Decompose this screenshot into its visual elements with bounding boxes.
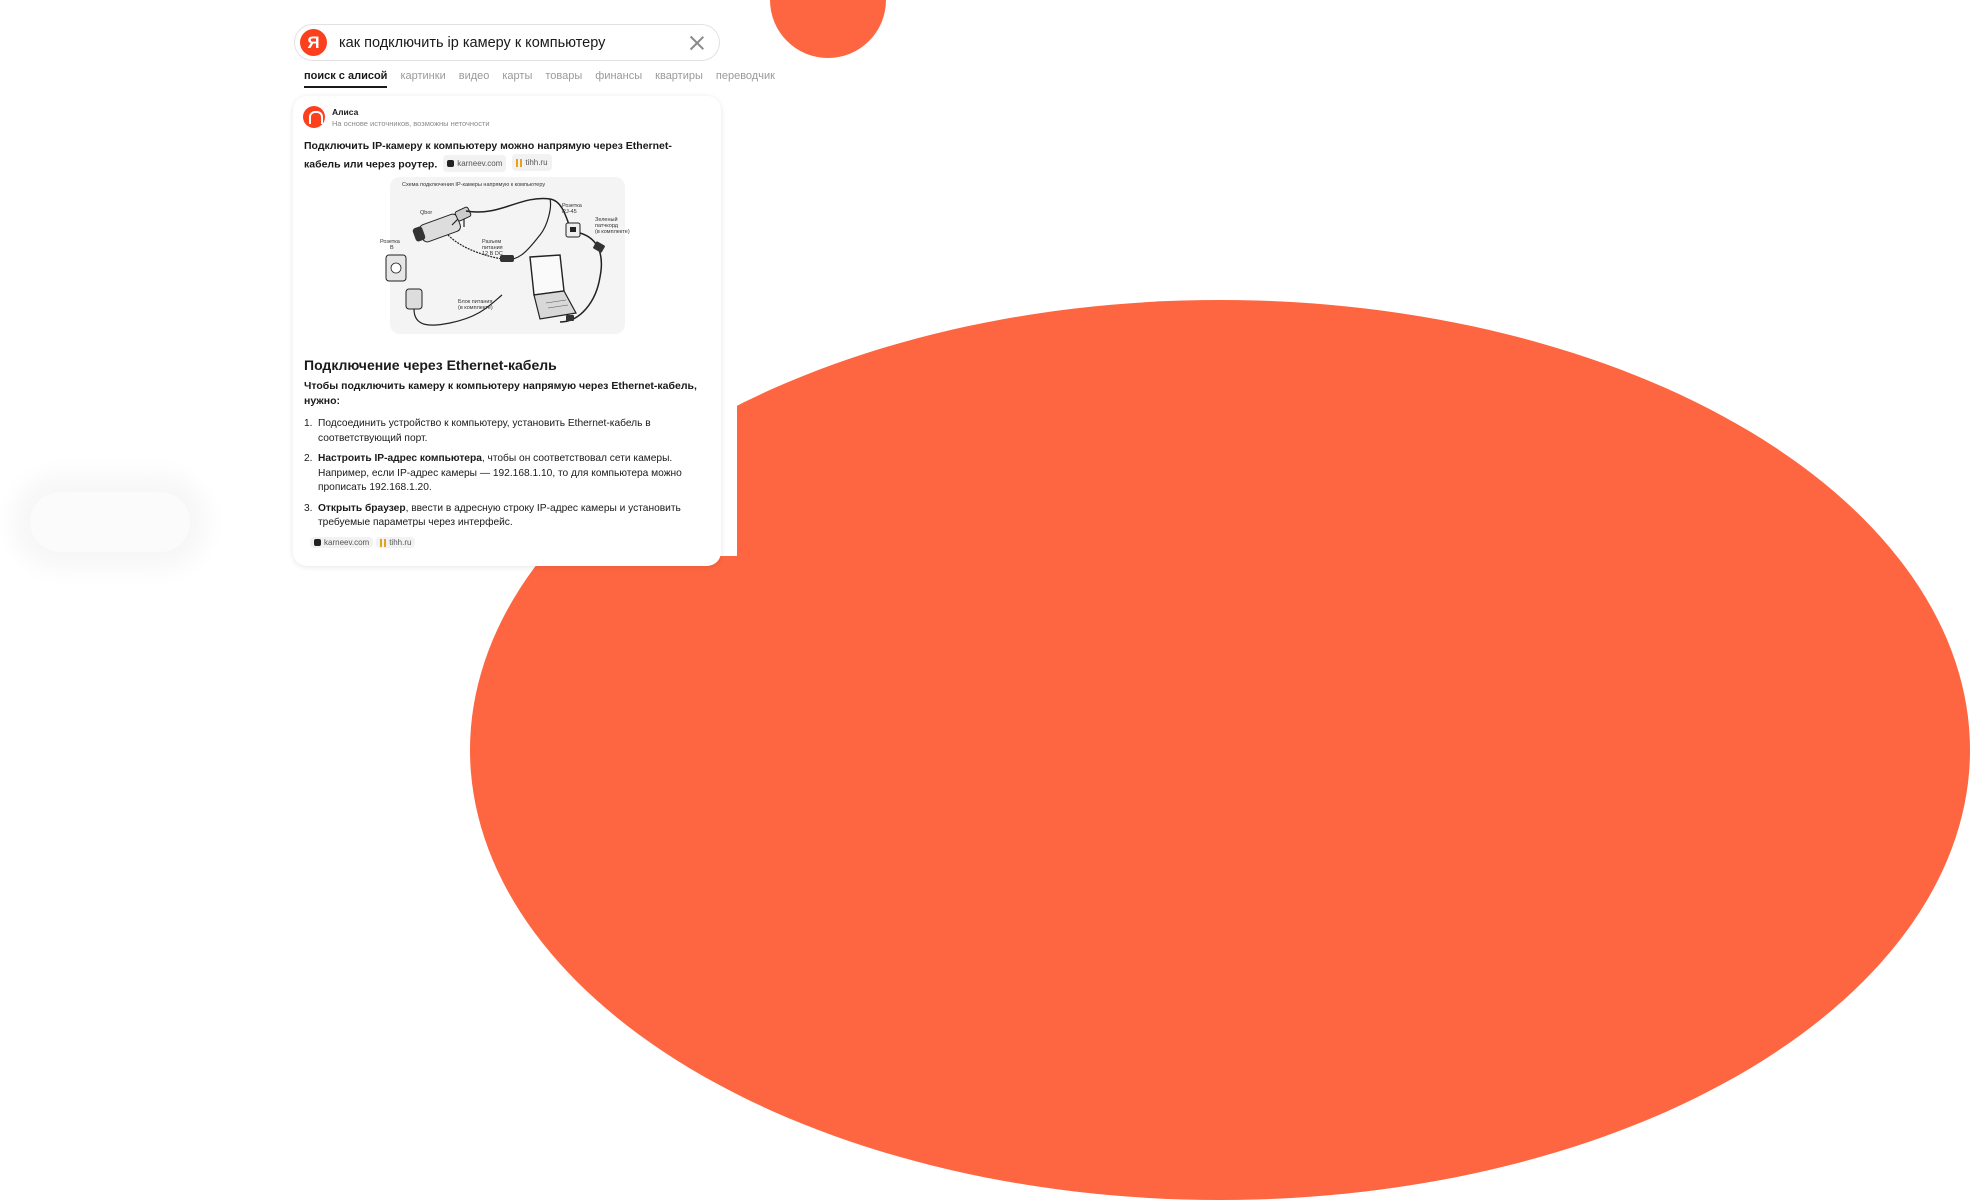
- step-text: Настроить IP-адрес компьютера, чтобы он соответствовал сети камеры. Например, если IP-адрес камеры — 192.168.1.10, то для компьютера можно прописать 192.168.1.20.: [318, 453, 682, 493]
- diagram-label-patch-2: патчкорд: [595, 223, 618, 229]
- tab-video[interactable]: видео: [458, 70, 490, 82]
- source-label: karneev.com: [457, 158, 503, 168]
- step-text: Подсоединить устройство к компьютеру, установить Ethernet-кабель в соответствующий порт.: [318, 418, 651, 444]
- decorative-circle-top: [770, 0, 886, 58]
- diagram-label-psu-2: (в комплекте): [458, 305, 493, 311]
- diagram-label-outlet-2: RJ-45: [562, 209, 577, 215]
- step-text: Открыть браузер, ввести в адресную строку IP-адрес камеры и установить требуемые параметры через интерфейс.: [318, 502, 681, 528]
- socket-hole-icon: [391, 263, 401, 273]
- source-link-karneev[interactable]: [443, 155, 506, 172]
- source-label: tihh.ru: [525, 158, 548, 167]
- tab-apartments[interactable]: квартиры: [655, 70, 703, 82]
- diagram-label-power-1: Разъем: [482, 239, 502, 245]
- source-label: karneev.com: [324, 538, 370, 547]
- decorative-blur-shape: [30, 492, 190, 552]
- karneev-favicon-icon: [314, 539, 321, 546]
- step-number: 2.: [304, 453, 313, 464]
- diagram-label-camera: Qbor: [420, 210, 433, 216]
- step-number: 3.: [304, 502, 313, 514]
- step-number: 1.: [304, 418, 313, 429]
- answer-lead-text: Подключить IP-камеру к компьютеру можно напрямую через Ethernet-кабель или через роутер.: [304, 140, 672, 171]
- diagram-label-psu-1: Блок питания: [458, 299, 493, 305]
- laptop-icon: [530, 255, 576, 319]
- diagram-label-patch-1: Зеленый: [595, 217, 618, 223]
- laptop-port-icon: [566, 315, 574, 321]
- list-item: [304, 452, 709, 496]
- search-results-panel: [288, 0, 775, 556]
- diagram-label-patch-3: (в комплекте): [595, 229, 630, 235]
- diagram-label-outlet-1: Розетка: [562, 203, 582, 209]
- tab-images[interactable]: картинки: [400, 70, 446, 82]
- list-item: [304, 502, 709, 531]
- power-cable-2: [502, 199, 551, 260]
- tihh-favicon-icon: [380, 539, 386, 547]
- diagram-label-socket-1: Розетка: [380, 239, 400, 245]
- camera-cable: [466, 199, 572, 231]
- connection-diagram-image[interactable]: [380, 177, 630, 334]
- search-input[interactable]: как подключить ip камеру к компьютеру: [339, 34, 606, 51]
- answer-lead: [304, 139, 699, 173]
- list-item: [304, 417, 709, 446]
- diagram-title: Схема подключения IP-камеры напрямую к компьютеру: [402, 182, 546, 188]
- tab-maps[interactable]: карты: [502, 70, 533, 82]
- section-heading: Подключение через Ethernet-кабель: [304, 357, 557, 373]
- connection-diagram-svg: [380, 177, 630, 334]
- source-label: tihh.ru: [389, 538, 412, 547]
- source-link-tihh[interactable]: [512, 154, 551, 171]
- alice-header: [303, 106, 490, 128]
- search-bar[interactable]: [294, 24, 720, 61]
- diagram-label-power-3: 12 В DC: [482, 251, 503, 257]
- tab-finance[interactable]: финансы: [595, 70, 643, 82]
- rj45-port-icon: [570, 227, 576, 232]
- diagram-label-socket-2: В: [390, 245, 394, 251]
- tihh-favicon-icon: [516, 159, 522, 167]
- tab-translator[interactable]: переводчик: [715, 70, 775, 82]
- alice-name: Алиса: [332, 106, 359, 117]
- alice-disclaimer: На основе источников, возможны неточности: [332, 118, 490, 128]
- source-link-tihh[interactable]: [376, 537, 415, 548]
- section-sources: [307, 537, 415, 548]
- yandex-logo-icon[interactable]: Я: [300, 29, 327, 56]
- alice-icon: [303, 106, 325, 128]
- tab-products[interactable]: товары: [545, 70, 583, 82]
- section-intro: Чтобы подключить камеру к компьютеру напрямую через Ethernet-кабель, нужно:: [304, 380, 697, 407]
- diagram-label-power-2: питания: [482, 245, 503, 251]
- close-icon[interactable]: [687, 33, 707, 53]
- karneev-favicon-icon: [447, 160, 454, 167]
- source-link-karneev[interactable]: [310, 537, 373, 548]
- steps-list: [304, 417, 709, 537]
- alice-answer-card: [293, 96, 721, 566]
- search-tabs: [304, 66, 775, 92]
- power-supply-icon: [406, 289, 422, 309]
- tab-alice-search[interactable]: поиск с алисой: [304, 66, 387, 88]
